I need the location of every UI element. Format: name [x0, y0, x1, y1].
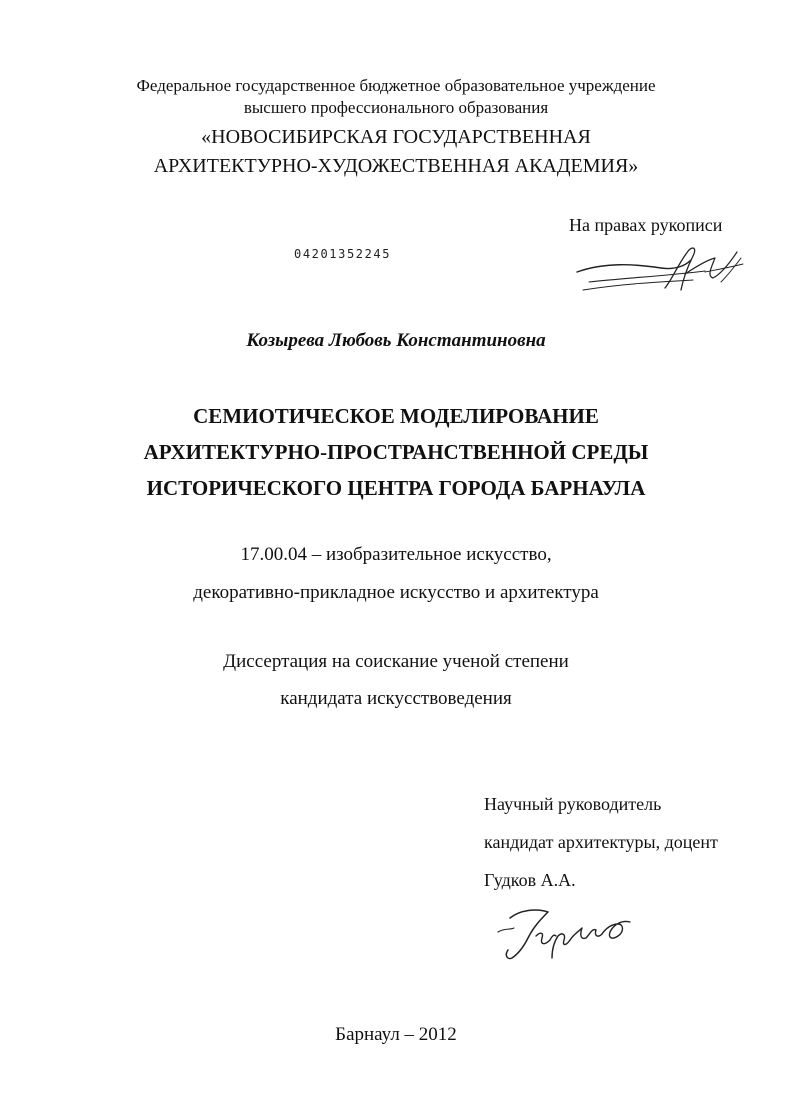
author-name: Козырева Любовь Константиновна [246, 330, 546, 351]
manuscript-note: На правах рукописи [569, 215, 723, 235]
title-line-3: ИСТОРИЧЕСКОГО ЦЕНТРА ГОРОДА БАРНАУЛА [146, 476, 646, 500]
title-line-1: СЕМИОТИЧЕСКОЕ МОДЕЛИРОВАНИЕ [193, 404, 599, 428]
institution-line-1: Федеральное государственное бюджетное образовательное учреждение [136, 76, 656, 95]
academy-name-line-1: «НОВОСИБИРСКАЯ ГОСУДАРСТВЕННАЯ [201, 126, 591, 148]
supervisor-name: Гудков А.А. [484, 870, 576, 890]
academy-name-line-2: АРХИТЕКТУРНО-ХУДОЖЕСТВЕННАЯ АКАДЕМИЯ» [153, 155, 639, 177]
specialty-line-1: 17.00.04 – изобразительное искусство, [240, 544, 552, 565]
document-code: 04201352245 [294, 247, 392, 261]
author-signature [565, 238, 750, 298]
supervisor-role: Научный руководитель [484, 794, 662, 814]
title-line-2: АРХИТЕКТУРНО-ПРОСТРАНСТВЕННОЙ СРЕДЫ [143, 440, 649, 464]
degree-line-1: Диссертация на соискание ученой степени [223, 651, 569, 672]
supervisor-title: кандидат архитектуры, доцент [484, 832, 718, 852]
specialty-line-2: декоративно-прикладное искусство и архитектура [193, 582, 599, 603]
degree-line-2: кандидата искусствоведения [280, 688, 512, 709]
supervisor-signature [492, 898, 642, 966]
institution-line-2: высшего профессионального образования [243, 98, 549, 117]
city-year: Барнаул – 2012 [335, 1024, 457, 1045]
